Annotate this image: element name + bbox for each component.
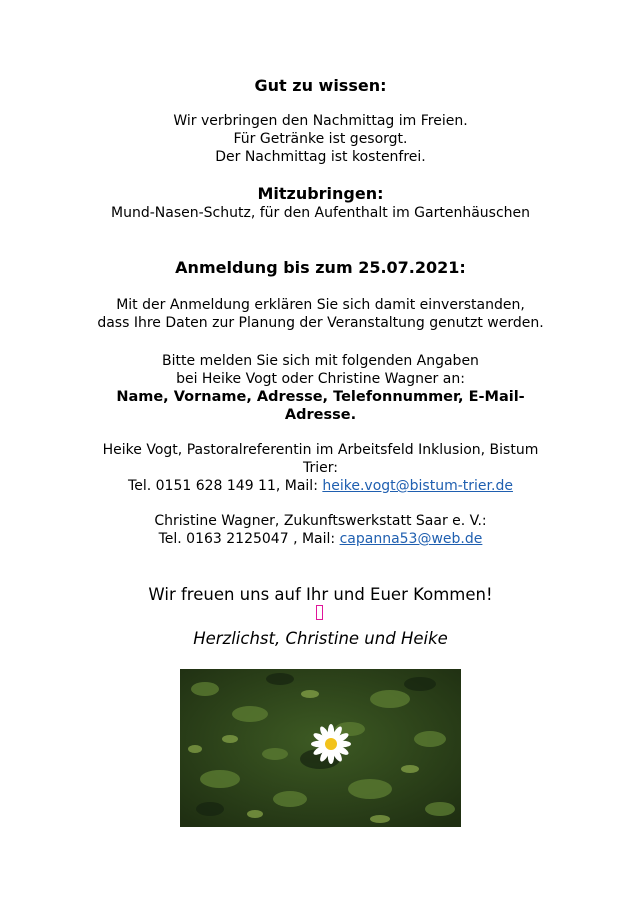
phone-text: Tel. 0163 2125047 , Mail: — [158, 531, 340, 547]
email-link-christine[interactable]: capanna53@web.de — [339, 531, 483, 547]
request-text: Bitte melden Sie sich mit folgenden Angaben bei Heike Vogt oder Christine Wagner an: — [162, 353, 479, 387]
daisy-photo — [180, 669, 461, 827]
welcome-text: Wir freuen uns auf Ihr und Euer Kommen! — [148, 585, 493, 604]
anmeldung-heading: Anmeldung bis zum 25.07.2021: — [175, 258, 466, 277]
gut-zu-wissen-heading: Gut zu wissen: — [254, 76, 387, 95]
email-link-heike[interactable]: heike.vogt@bistum-trier.de — [322, 478, 513, 494]
info-line: Der Nachmittag ist kostenfrei. — [215, 149, 426, 165]
signature-text: Herzlichst, Christine und Heike — [193, 629, 448, 648]
mitzubringen-text: Mund-Nasen-Schutz, für den Aufenthalt im Gartenhäuschen — [111, 205, 530, 221]
contact-christine: Christine Wagner, Zukunftswerkstatt Saar e. V.: Tel. 0163 2125047 , Mail: capanna53@web.de — [154, 513, 487, 547]
required-fields: Name, Vorname, Adresse, Telefonnummer, E-Mail- Adresse. — [116, 389, 525, 423]
daisy-grass-image — [180, 669, 461, 827]
info-line: Wir verbringen den Nachmittag im Freien. — [173, 113, 468, 129]
phone-text: Tel. 0151 628 149 11, Mail: — [128, 478, 323, 494]
info-line: Für Getränke ist gesorgt. — [233, 131, 408, 147]
contact-heike: Heike Vogt, Pastoralreferentin im Arbeitsfeld Inklusion, Bistum Trier: Tel. 0151 628 149 11, Mail: heike.vogt@bistum-trier.de — [102, 442, 539, 494]
mitzubringen-heading: Mitzubringen: — [257, 184, 384, 203]
consent-text: Mit der Anmeldung erklären Sie sich damit einverstanden, dass Ihre Daten zur Planung der Veranstaltung genutzt werden. — [97, 297, 544, 331]
missing-emoji-icon — [316, 605, 323, 620]
gut-zu-wissen-list — [70, 112, 571, 166]
